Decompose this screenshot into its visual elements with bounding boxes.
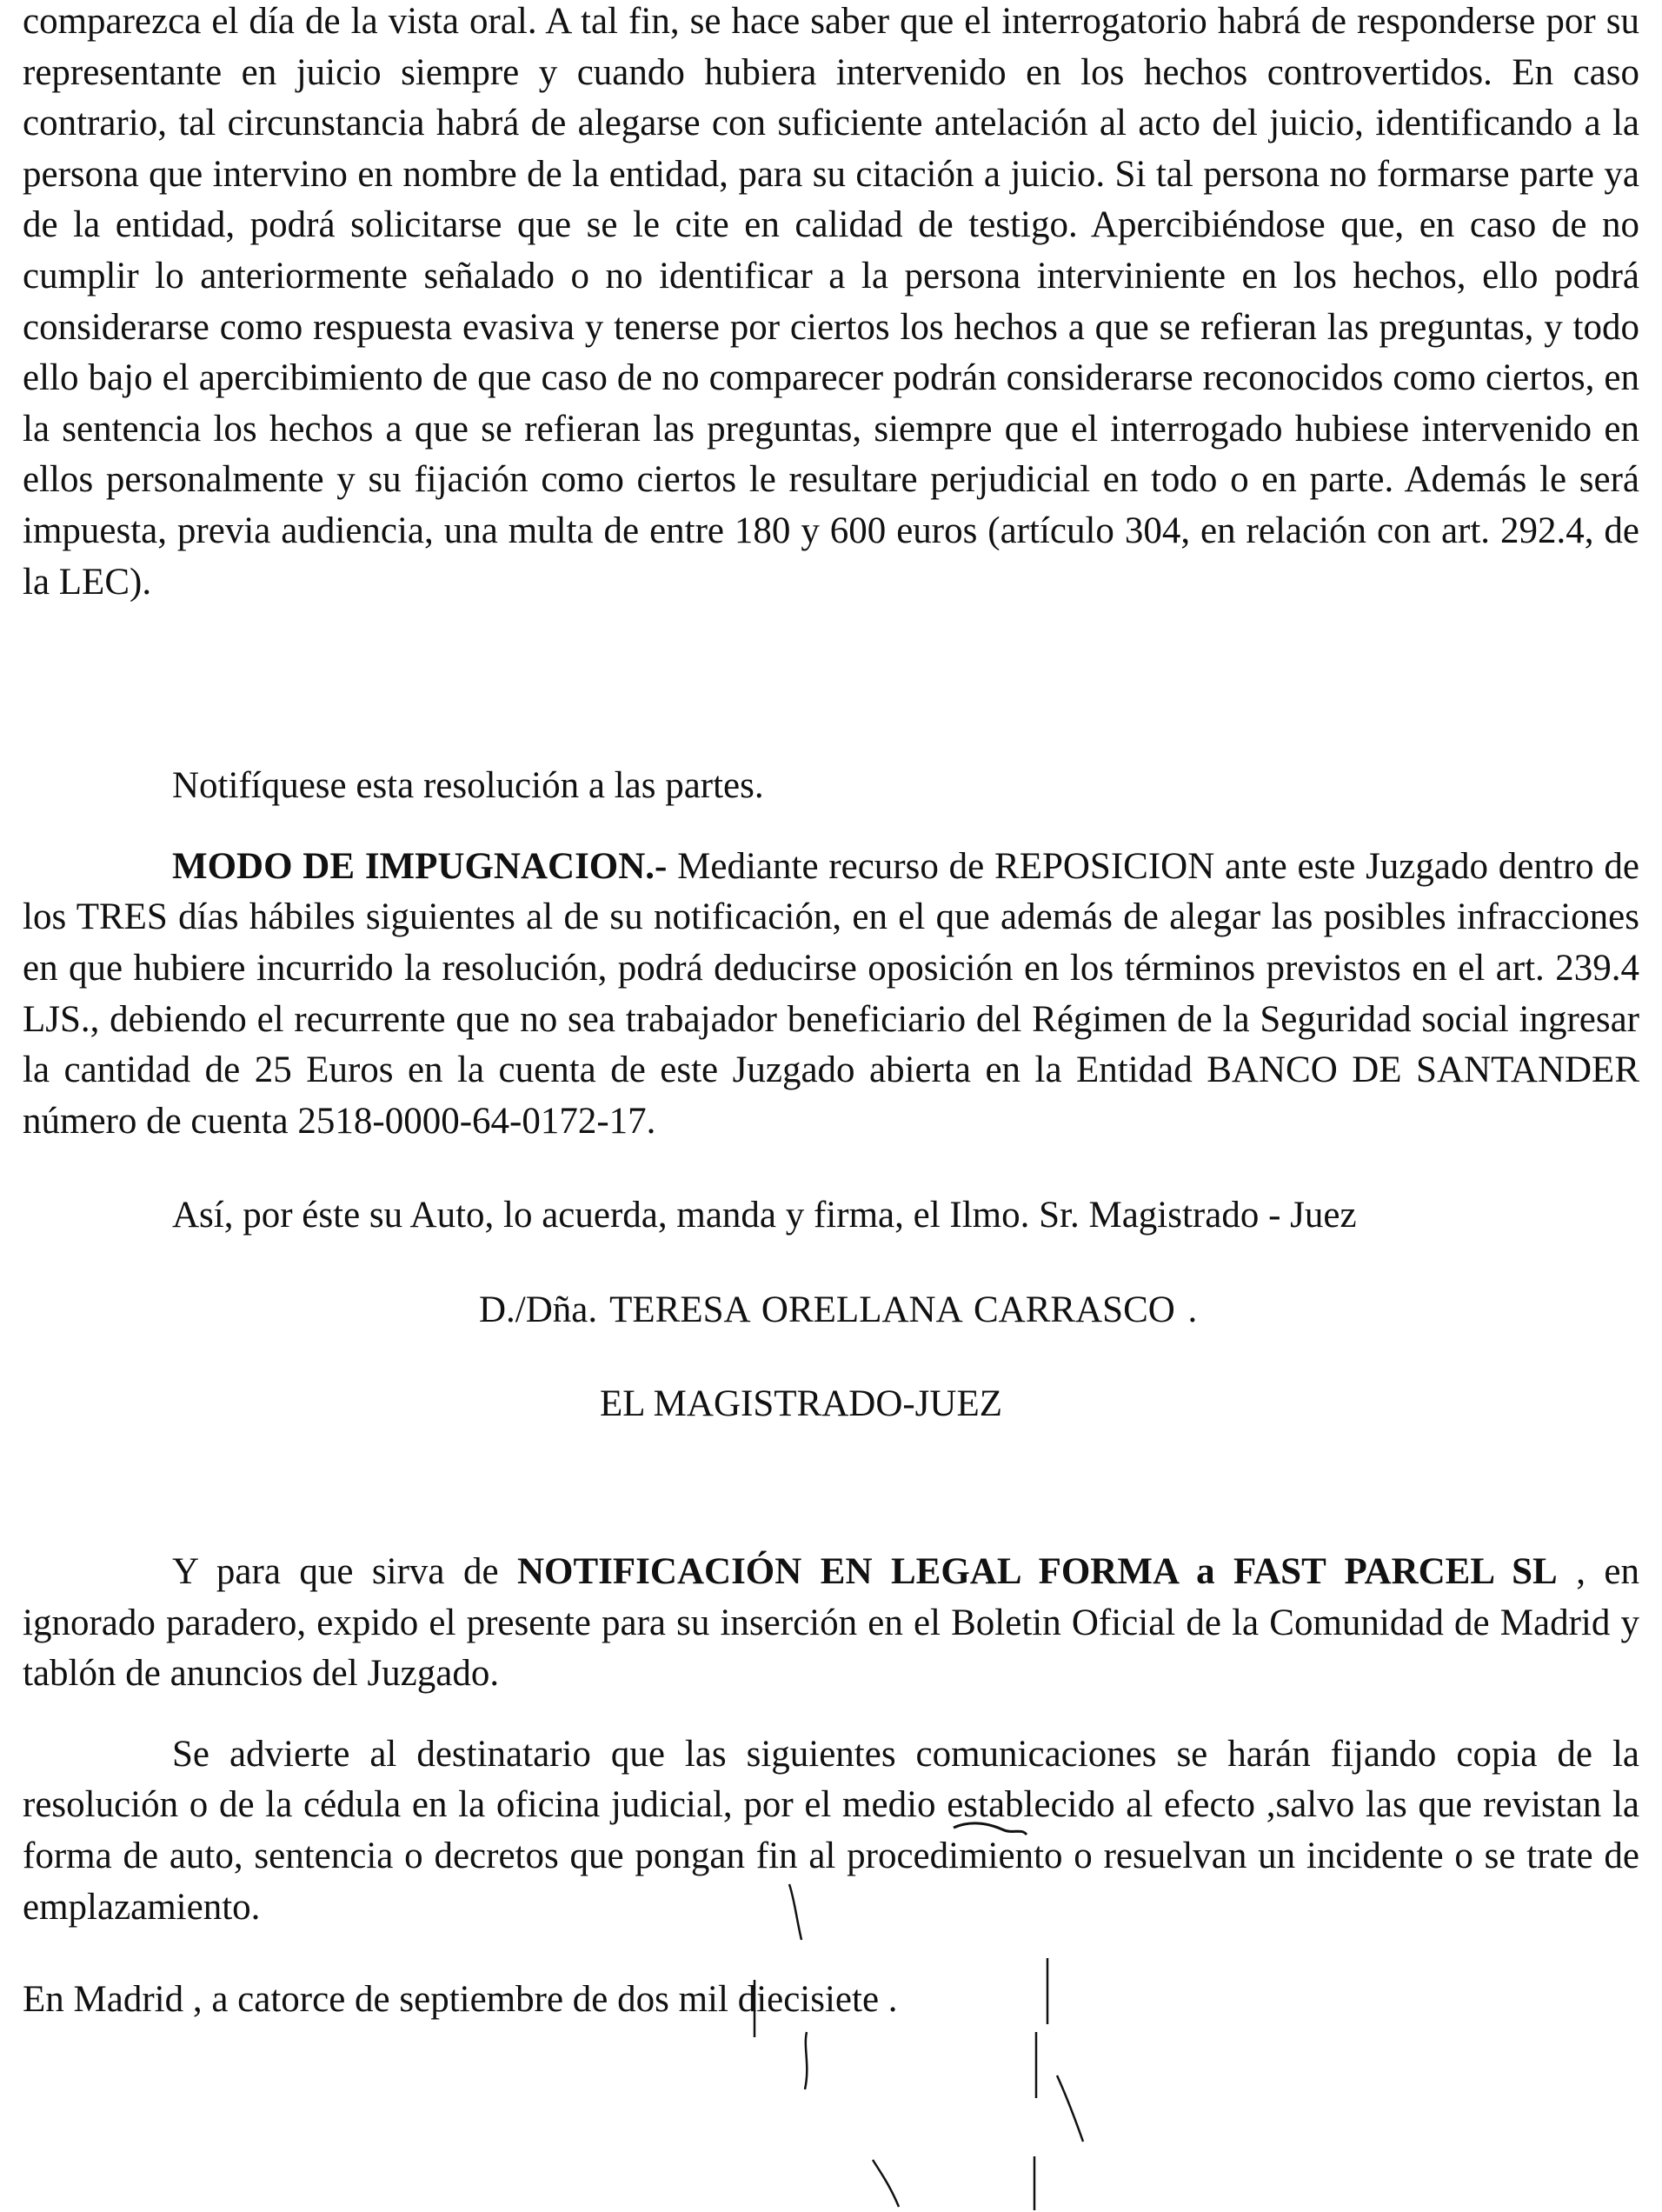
modo-impugnacion-body: Mediante recurso de REPOSICION ante este Juzgado dentro de los TRES días hábiles siguientes al de su notificación, en el que además de alegar las posibles infracciones en que hubiere incurrido la resolución, podrá deducirse oposición en los términos previstos en el art. 239.4 LJS., debiendo el recurrente que no sea trabajador beneficiario del Régimen de la Seguridad social ingresar la cantidad de 25 Euros en la cuenta de este Juzgado abierta en la Entidad BANCO DE SANTANDER número de cuenta 2518-0000-64-0172-17. — [23, 845, 1639, 1142]
judge-title: EL MAGISTRADO-JUEZ — [600, 1383, 1003, 1425]
closing-date-line: En Madrid , a catorce de septiembre de dos mil diecisiete . — [23, 1979, 898, 2021]
advertencia-paragraph: Se advierte al destinatario que las siguientes comunicaciones se harán fijando copia de la resolución o de la cédula en la oficina judicial, por el medio establecido al efecto ,salvo las que revistan la forma de auto, sentencia o decretos que pongan fin al procedimiento o resuelvan un incidente o se trate de emplazamiento. — [23, 1733, 1639, 1928]
notificacion-legal-bold: NOTIFICACIÓN EN LEGAL FORMA a FAST PARCEL SL — [517, 1551, 1558, 1593]
modo-impugnacion-paragraph — [23, 842, 1639, 1148]
judge-name: D./Dña. TERESA ORELLANA CARRASCO . — [479, 1289, 1198, 1330]
pen-stroke-mark — [1026, 2155, 1043, 2212]
notificacion-legal-prefix: Y para que sirva de — [172, 1551, 517, 1593]
notificacion-legal-body: , en ignorado paradero, expido el presente para su inserción en el Boletin Oficial de la Comunidad de Madrid y tablón de anuncios del Juzgado. — [23, 1551, 1639, 1695]
pen-stroke-mark — [1027, 2030, 1045, 2100]
notificacion-line: Notifíquese esta resolución a las partes. — [172, 765, 764, 807]
pen-stroke-mark — [869, 2156, 904, 2209]
asi-acuerda-line: Así, por éste su Auto, lo acuerda, manda y firma, el Ilmo. Sr. Magistrado - Juez — [172, 1195, 1357, 1236]
notificacion-legal-paragraph — [23, 1547, 1639, 1700]
interrogatorio-paragraph: comparezca el día de la vista oral. A tal fin, se hace saber que el interrogatorio habrá de responderse por su representante en juicio siempre y cuando hubiera intervenido en los hechos controvertidos. En caso contrario, tal circunstancia habrá de alegarse con suficiente antelación al acto del juicio, identificando a la persona que intervino en nombre de la entidad, para su citación a juicio. Si tal persona no formarse parte ya de la entidad, podrá solicitarse que se le cite en calidad de testigo. Apercibiéndose que, en caso de no cumplir lo anteriormente señalado o no identificar a la persona interviniente en los hechos, ello podrá considerarse como respuesta evasiva y tenerse por ciertos los hechos a que se refieran las preguntas, y todo ello bajo el apercibimiento de que caso de no comparecer podrán considerarse reconocidos como ciertos, en la sentencia los hechos a que se refieran las preguntas, siempre que el interrogado hubiese intervenido en ellos personalmente y su fijación como ciertos le resultare perjudicial en todo o en parte. Además le será impuesta, previa audiencia, una multa de entre 180 y 600 euros (artículo 304, en relación con art. 292.4, de la LEC). — [23, 1, 1639, 603]
modo-impugnacion-heading: MODO DE IMPUGNACION.- — [172, 845, 668, 887]
pen-stroke-mark — [798, 2030, 815, 2091]
pen-stroke-mark — [1054, 2074, 1088, 2143]
document-page — [23, 0, 1639, 2026]
